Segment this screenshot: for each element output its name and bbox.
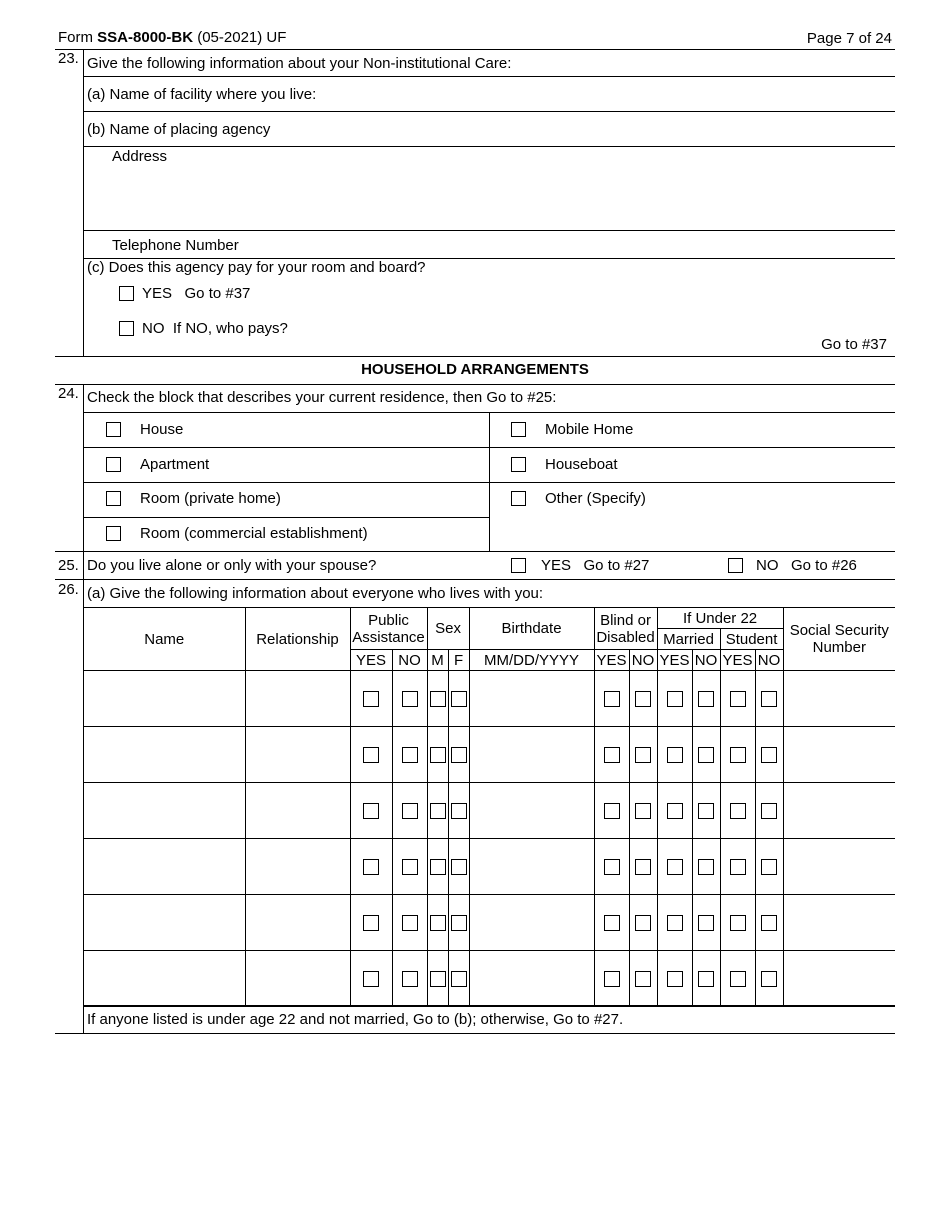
bd-yes-checkbox[interactable]: [604, 859, 620, 875]
married-no-checkbox[interactable]: [698, 691, 714, 707]
student-no-checkbox[interactable]: [761, 747, 777, 763]
cell-pa-yes: [350, 839, 392, 895]
sex-f-checkbox[interactable]: [451, 691, 467, 707]
table-row: [84, 783, 895, 839]
ssn-field[interactable]: [783, 839, 895, 895]
question-number-25: 25.: [58, 557, 79, 574]
cell-married-yes: [657, 671, 692, 727]
name-field[interactable]: [84, 727, 245, 783]
sex-f-checkbox[interactable]: [451, 747, 467, 763]
question-number-23: 23.: [58, 50, 79, 67]
birthdate-field[interactable]: [469, 727, 594, 783]
bd-no-checkbox[interactable]: [635, 915, 651, 931]
cell-bd-yes: [594, 727, 629, 783]
pa-yes-checkbox[interactable]: [363, 747, 379, 763]
sex-m-checkbox[interactable]: [430, 971, 446, 987]
bd-yes-checkbox[interactable]: [604, 971, 620, 987]
q23c-label: (c) Does this agency pay for your room and board?: [87, 259, 426, 276]
telephone-label: Telephone Number: [112, 237, 239, 254]
relationship-field[interactable]: [245, 951, 350, 1007]
q23a-label: (a) Name of facility where you live:: [87, 86, 317, 103]
col-header-pa-yes: YES: [350, 650, 392, 671]
q26-footer: If anyone listed is under age 22 and not married, Go to (b); otherwise, Go to #27.: [87, 1011, 624, 1028]
cell-married-no: [692, 671, 720, 727]
residence-apartment-label: Apartment: [140, 456, 210, 473]
cell-bd-no: [629, 951, 657, 1007]
cell-pa-no: [392, 951, 427, 1007]
cell-married-yes: [657, 727, 692, 783]
col-header-name: Name: [84, 608, 245, 671]
cell-bd-yes: [594, 671, 629, 727]
cell-bd-no: [629, 839, 657, 895]
married-yes-checkbox[interactable]: [667, 803, 683, 819]
student-no-checkbox[interactable]: [761, 915, 777, 931]
cell-pa-yes: [350, 783, 392, 839]
cell-pa-yes: [350, 727, 392, 783]
col-header-pa-no: NO: [392, 650, 427, 671]
q23c-yes-checkbox[interactable]: [119, 286, 134, 301]
cell-married-yes: [657, 895, 692, 951]
cell-married-yes: [657, 783, 692, 839]
cell-student-no: [755, 895, 783, 951]
cell-sex-m: [427, 951, 448, 1007]
cell-married-yes: [657, 839, 692, 895]
household-members-table: [84, 607, 895, 1007]
name-field[interactable]: [84, 951, 245, 1007]
q25-no-label: NO Go to #26: [756, 557, 857, 574]
birthdate-field[interactable]: [469, 951, 594, 1007]
pa-yes-checkbox[interactable]: [363, 971, 379, 987]
birthdate-field[interactable]: [469, 895, 594, 951]
sex-f-checkbox[interactable]: [451, 915, 467, 931]
cell-bd-no: [629, 895, 657, 951]
section-title: HOUSEHOLD ARRANGEMENTS: [361, 361, 589, 378]
cell-bd-yes: [594, 839, 629, 895]
residence-houseboat-label: Houseboat: [545, 456, 618, 473]
sex-f-checkbox[interactable]: [451, 859, 467, 875]
residence-house-label: House: [140, 421, 184, 438]
col-header-sex: Sex: [427, 608, 469, 650]
pa-no-checkbox[interactable]: [402, 915, 418, 931]
address-field[interactable]: [84, 147, 895, 230]
cell-married-yes: [657, 951, 692, 1007]
student-yes-checkbox[interactable]: [730, 803, 746, 819]
married-yes-checkbox[interactable]: [667, 859, 683, 875]
bd-no-checkbox[interactable]: [635, 971, 651, 987]
cell-pa-yes: [350, 951, 392, 1007]
sex-m-checkbox[interactable]: [430, 915, 446, 931]
married-no-checkbox[interactable]: [698, 747, 714, 763]
bd-no-checkbox[interactable]: [635, 859, 651, 875]
pa-no-checkbox[interactable]: [402, 747, 418, 763]
cell-student-no: [755, 951, 783, 1007]
cell-pa-no: [392, 671, 427, 727]
divider: [55, 49, 895, 50]
col-header-birthdate: Birthdate: [469, 608, 594, 650]
cell-bd-no: [629, 671, 657, 727]
cell-student-yes: [720, 895, 755, 951]
divider: [83, 1005, 895, 1006]
col-header-blind-disabled: Blind or Disabled: [594, 608, 657, 650]
cell-bd-yes: [594, 895, 629, 951]
residence-house-checkbox[interactable]: [106, 422, 121, 437]
q25-question: Do you live alone or only with your spouse?: [87, 557, 377, 574]
cell-pa-no: [392, 839, 427, 895]
married-no-checkbox[interactable]: [698, 803, 714, 819]
sex-f-checkbox[interactable]: [451, 971, 467, 987]
student-no-checkbox[interactable]: [761, 971, 777, 987]
cell-bd-no: [629, 783, 657, 839]
cell-married-no: [692, 727, 720, 783]
student-yes-checkbox[interactable]: [730, 971, 746, 987]
pa-yes-checkbox[interactable]: [363, 691, 379, 707]
q23b-label: (b) Name of placing agency: [87, 121, 271, 138]
bd-yes-checkbox[interactable]: [604, 915, 620, 931]
pa-yes-checkbox[interactable]: [363, 915, 379, 931]
cell-sex-f: [448, 839, 469, 895]
bd-no-checkbox[interactable]: [635, 803, 651, 819]
pa-yes-checkbox[interactable]: [363, 803, 379, 819]
cell-student-yes: [720, 951, 755, 1007]
residence-apartment-checkbox[interactable]: [106, 457, 121, 472]
question-number-24: 24.: [58, 385, 79, 402]
name-field[interactable]: [84, 839, 245, 895]
student-no-checkbox[interactable]: [761, 691, 777, 707]
divider: [55, 551, 895, 552]
ssn-field[interactable]: [783, 895, 895, 951]
q23-goto: Go to #37: [821, 336, 887, 353]
cell-bd-yes: [594, 951, 629, 1007]
relationship-field[interactable]: [245, 895, 350, 951]
name-field[interactable]: [84, 895, 245, 951]
cell-sex-m: [427, 671, 448, 727]
name-field[interactable]: [84, 783, 245, 839]
sex-m-checkbox[interactable]: [430, 803, 446, 819]
q25-yes-label: YES Go to #27: [541, 557, 650, 574]
student-yes-checkbox[interactable]: [730, 747, 746, 763]
divider: [55, 579, 895, 580]
col-header-under-22: If Under 22: [657, 608, 783, 629]
cell-sex-f: [448, 895, 469, 951]
question-number-26: 26.: [58, 581, 79, 598]
divider: [55, 384, 895, 385]
cell-pa-no: [392, 727, 427, 783]
residence-room-commercial-label: Room (commercial establishment): [140, 525, 368, 542]
ssn-field[interactable]: [783, 727, 895, 783]
sex-f-checkbox[interactable]: [451, 803, 467, 819]
relationship-field[interactable]: [245, 839, 350, 895]
residence-room-private-checkbox[interactable]: [106, 491, 121, 506]
birthdate-field[interactable]: [469, 839, 594, 895]
table-row: [84, 671, 895, 727]
form-identifier: Form SSA-8000-BK (05-2021) UF: [58, 29, 287, 46]
married-yes-checkbox[interactable]: [667, 915, 683, 931]
address-label: Address: [112, 148, 168, 165]
q26-title: (a) Give the following information about everyone who lives with you:: [87, 585, 544, 602]
table-row: [84, 951, 895, 1007]
col-header-bd-yes: YES: [594, 650, 629, 671]
col-header-sex-f: F: [448, 650, 469, 671]
q23c-yes-label: YES Go to #37: [142, 285, 251, 302]
married-no-checkbox[interactable]: [698, 971, 714, 987]
residence-room-commercial-checkbox[interactable]: [106, 526, 121, 541]
cell-student-no: [755, 839, 783, 895]
cell-student-yes: [720, 671, 755, 727]
col-header-relationship: Relationship: [245, 608, 350, 671]
q24-title: Check the block that describes your current residence, then Go to #25:: [87, 389, 557, 406]
sex-m-checkbox[interactable]: [430, 691, 446, 707]
cell-pa-yes: [350, 671, 392, 727]
col-header-bd-no: NO: [629, 650, 657, 671]
sex-m-checkbox[interactable]: [430, 859, 446, 875]
married-no-checkbox[interactable]: [698, 859, 714, 875]
bd-yes-checkbox[interactable]: [604, 747, 620, 763]
cell-married-no: [692, 951, 720, 1007]
q23c-no-label: NO If NO, who pays?: [142, 320, 288, 337]
residence-other-checkbox[interactable]: [511, 491, 526, 506]
col-header-married-yes: YES: [657, 650, 692, 671]
pa-no-checkbox[interactable]: [402, 859, 418, 875]
ssn-field[interactable]: [783, 671, 895, 727]
cell-sex-m: [427, 783, 448, 839]
cell-sex-f: [448, 727, 469, 783]
col-header-public-assistance: Public Assistance: [350, 608, 427, 650]
relationship-field[interactable]: [245, 727, 350, 783]
table-row: [84, 839, 895, 895]
cell-pa-no: [392, 895, 427, 951]
name-field[interactable]: [84, 671, 245, 727]
divider: [83, 482, 895, 483]
table-row: [84, 727, 895, 783]
student-no-checkbox[interactable]: [761, 859, 777, 875]
divider: [83, 230, 895, 231]
married-yes-checkbox[interactable]: [667, 691, 683, 707]
cell-student-yes: [720, 839, 755, 895]
q25-no-checkbox[interactable]: [728, 558, 743, 573]
col-header-sex-m: M: [427, 650, 448, 671]
divider: [83, 384, 84, 551]
col-header-student: Student: [720, 629, 783, 650]
cell-student-no: [755, 727, 783, 783]
married-no-checkbox[interactable]: [698, 915, 714, 931]
col-header-ssn: Social Security Number: [783, 608, 895, 671]
table-row: [84, 895, 895, 951]
divider: [83, 111, 895, 112]
relationship-field[interactable]: [245, 783, 350, 839]
divider: [83, 447, 895, 448]
col-header-date-format: MM/DD/YYYY: [469, 650, 594, 671]
birthdate-field[interactable]: [469, 671, 594, 727]
pa-yes-checkbox[interactable]: [363, 859, 379, 875]
bd-yes-checkbox[interactable]: [604, 803, 620, 819]
col-header-student-no: NO: [755, 650, 783, 671]
birthdate-field[interactable]: [469, 783, 594, 839]
cell-bd-yes: [594, 783, 629, 839]
q23c-no-checkbox[interactable]: [119, 321, 134, 336]
student-yes-checkbox[interactable]: [730, 691, 746, 707]
cell-sex-f: [448, 671, 469, 727]
col-header-married: Married: [657, 629, 720, 650]
cell-student-yes: [720, 783, 755, 839]
residence-mobile-home-label: Mobile Home: [545, 421, 634, 438]
bd-no-checkbox[interactable]: [635, 747, 651, 763]
cell-sex-m: [427, 895, 448, 951]
bd-no-checkbox[interactable]: [635, 691, 651, 707]
cell-sex-m: [427, 839, 448, 895]
divider: [55, 356, 895, 357]
divider: [83, 76, 895, 77]
residence-other-label: Other (Specify): [545, 490, 646, 507]
form-id: SSA-8000-BK: [97, 29, 194, 46]
pa-no-checkbox[interactable]: [402, 803, 418, 819]
q23-title: Give the following information about your Non-institutional Care:: [87, 55, 512, 72]
residence-houseboat-checkbox[interactable]: [511, 457, 526, 472]
pa-no-checkbox[interactable]: [402, 971, 418, 987]
cell-sex-m: [427, 727, 448, 783]
cell-sex-f: [448, 951, 469, 1007]
cell-married-no: [692, 783, 720, 839]
residence-mobile-home-checkbox[interactable]: [511, 422, 526, 437]
ssn-field[interactable]: [783, 783, 895, 839]
q25-yes-checkbox[interactable]: [511, 558, 526, 573]
residence-room-private-label: Room (private home): [140, 490, 281, 507]
cell-married-no: [692, 839, 720, 895]
student-yes-checkbox[interactable]: [730, 859, 746, 875]
divider: [55, 1033, 895, 1034]
married-yes-checkbox[interactable]: [667, 971, 683, 987]
cell-bd-no: [629, 727, 657, 783]
student-yes-checkbox[interactable]: [730, 915, 746, 931]
cell-pa-no: [392, 783, 427, 839]
divider: [83, 551, 84, 579]
cell-married-no: [692, 895, 720, 951]
col-header-student-yes: YES: [720, 650, 755, 671]
bd-yes-checkbox[interactable]: [604, 691, 620, 707]
cell-student-no: [755, 783, 783, 839]
col-header-married-no: NO: [692, 650, 720, 671]
divider: [83, 517, 489, 518]
sex-m-checkbox[interactable]: [430, 747, 446, 763]
student-no-checkbox[interactable]: [761, 803, 777, 819]
relationship-field[interactable]: [245, 671, 350, 727]
pa-no-checkbox[interactable]: [402, 691, 418, 707]
page-number: Page 7 of 24: [806, 30, 892, 47]
cell-student-no: [755, 671, 783, 727]
ssn-field[interactable]: [783, 951, 895, 1007]
cell-pa-yes: [350, 895, 392, 951]
cell-student-yes: [720, 727, 755, 783]
married-yes-checkbox[interactable]: [667, 747, 683, 763]
cell-sex-f: [448, 783, 469, 839]
